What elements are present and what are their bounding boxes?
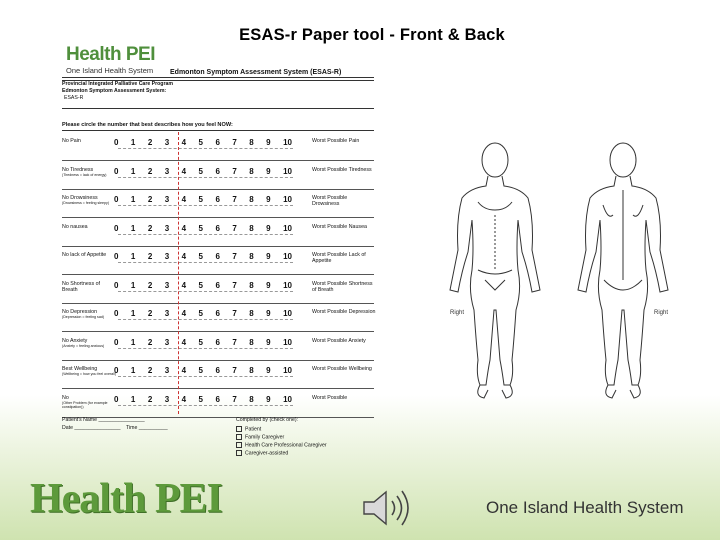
rating-number[interactable]: 1 [130, 280, 136, 290]
rating-number[interactable]: 6 [215, 280, 220, 290]
symptom-label [62, 167, 117, 177]
rating-number[interactable]: 5 [198, 309, 203, 318]
rating-number[interactable]: 4 [181, 138, 187, 147]
symptom-row [62, 161, 374, 190]
rating-number[interactable]: 3 [164, 280, 170, 290]
rating-number[interactable]: 6 [215, 223, 220, 233]
worst-label: Worst Possible [312, 394, 348, 401]
symptom-name: No Anxiety [62, 337, 88, 344]
rating-number[interactable]: 8 [249, 166, 254, 176]
rating-number[interactable]: 0 [114, 337, 119, 347]
rating-number[interactable]: 3 [164, 166, 170, 176]
rating-number[interactable]: 2 [147, 394, 153, 404]
date-label: Date ________________ [62, 425, 121, 431]
rating-number[interactable]: 7 [232, 138, 237, 147]
rating-number[interactable]: 7 [232, 195, 237, 204]
rating-number[interactable]: 0 [114, 280, 119, 290]
speaker-icon[interactable] [360, 486, 420, 530]
back-body-icon [578, 143, 668, 398]
checkbox-icon [236, 442, 242, 448]
symptom-name: No lack of Appetite [62, 252, 107, 258]
symptom-label [62, 224, 117, 230]
worst-label: Worst Possible Shortness of Breath [312, 280, 373, 293]
rating-number[interactable]: 10 [283, 337, 292, 347]
rating-number[interactable]: 6 [215, 394, 220, 404]
symptom-row [62, 218, 374, 247]
rating-number[interactable]: 5 [198, 366, 203, 375]
rating-number[interactable]: 8 [249, 223, 254, 233]
worst-label: Worst Possible Depression [312, 309, 376, 315]
rating-number[interactable]: 10 [283, 195, 292, 204]
health-pei-logo: Health PEI [30, 476, 222, 522]
rating-number[interactable]: 8 [249, 394, 254, 404]
instruction: Please circle the number that best describes how you feel NOW: [62, 122, 233, 128]
symptom-definition: (Other Problem (for example constipation)) [62, 400, 108, 409]
symptom-row [62, 360, 374, 389]
symptom-name: No Tiredness [62, 166, 94, 173]
rating-number[interactable]: 2 [147, 366, 153, 375]
rating-number[interactable]: 1 [130, 252, 136, 261]
rating-scale [114, 309, 292, 319]
rating-number[interactable]: 3 [164, 309, 170, 318]
rating-number[interactable]: 0 [114, 166, 119, 176]
symptom-label [62, 252, 117, 258]
rating-number[interactable]: 10 [283, 223, 292, 233]
patient-name-field: Patient's Name ________________ [62, 417, 145, 423]
rating-number[interactable]: 6 [215, 337, 220, 347]
rating-number[interactable]: 10 [283, 280, 292, 290]
rating-number[interactable]: 6 [215, 166, 220, 176]
rating-number[interactable]: 5 [198, 280, 203, 290]
scale-line [118, 291, 293, 292]
symptom-label [62, 395, 117, 409]
rating-number[interactable]: 7 [232, 252, 237, 261]
rating-number[interactable]: 0 [114, 366, 119, 375]
symptom-row [62, 246, 374, 275]
rating-number[interactable]: 9 [266, 280, 271, 290]
symptom-label [62, 281, 117, 293]
front-body-icon [450, 143, 540, 398]
rating-number[interactable]: 9 [266, 223, 271, 233]
symptom-name: No Drowsiness [62, 195, 98, 201]
option-family: Family Caregiver [236, 434, 284, 441]
symptom-row [62, 389, 374, 418]
symptom-row [62, 275, 374, 304]
symptom-name: No Pain [62, 138, 81, 144]
rating-number[interactable]: 5 [198, 252, 203, 261]
rating-number[interactable]: 8 [249, 252, 254, 261]
rating-number[interactable]: 5 [198, 337, 203, 347]
rating-scale [114, 167, 292, 177]
rating-number[interactable]: 1 [130, 223, 136, 233]
divider [62, 130, 374, 131]
rating-number[interactable]: 2 [147, 166, 153, 176]
rating-number[interactable]: 2 [147, 138, 153, 147]
symptom-definition: (Drowsiness = feeling sleepy) [62, 201, 110, 206]
symptom-name: No Shortness of Breath [62, 280, 100, 293]
rating-number[interactable]: 3 [164, 195, 170, 204]
rating-number[interactable]: 5 [198, 195, 203, 204]
symptom-name: No Depression [62, 309, 98, 315]
rating-number[interactable]: 1 [130, 309, 136, 318]
symptom-row [62, 132, 374, 161]
symptom-label [62, 338, 117, 348]
symptom-row [62, 189, 374, 218]
body-diagram [440, 140, 680, 410]
scale-line [118, 205, 293, 206]
rating-number[interactable]: 3 [164, 223, 170, 233]
rating-number[interactable]: 7 [232, 223, 237, 233]
scale-line [118, 376, 293, 377]
rating-number[interactable]: 0 [114, 223, 119, 233]
scale-line [118, 234, 293, 235]
rating-number[interactable]: 1 [130, 166, 136, 176]
worst-label: Worst Possible Drowsiness [312, 195, 348, 208]
option-patient: Patient [236, 426, 261, 433]
rating-scale [114, 252, 292, 262]
rating-number[interactable]: 7 [232, 166, 237, 176]
date-field [62, 426, 168, 432]
rating-number[interactable]: 10 [283, 394, 292, 404]
rating-number[interactable]: 4 [181, 366, 187, 375]
rating-number[interactable]: 3 [164, 337, 170, 347]
checkbox-icon [236, 434, 242, 440]
front-right-label: Right [450, 310, 465, 316]
rating-number[interactable]: 8 [249, 337, 254, 347]
rating-number[interactable]: 0 [114, 138, 119, 147]
form-logo-subtitle: One Island Health System [66, 66, 154, 75]
rating-number[interactable]: 9 [266, 366, 271, 375]
slide-title: ESAS-r Paper tool - Front & Back [239, 26, 505, 44]
option-assisted: Caregiver-assisted [236, 450, 288, 457]
worst-label: Worst Possible Anxiety [312, 337, 366, 344]
rating-number[interactable]: 1 [130, 366, 136, 375]
worst-label: Worst Possible Lack of Appetite [312, 252, 366, 265]
rating-number[interactable]: 1 [130, 195, 136, 204]
rating-number[interactable]: 10 [283, 309, 292, 318]
time-label: Time __________ [126, 425, 168, 431]
scale-line [118, 177, 293, 178]
rating-number[interactable]: 4 [181, 280, 187, 290]
rating-number[interactable]: 10 [283, 166, 292, 176]
rating-number[interactable]: 4 [181, 223, 187, 233]
rating-scale [114, 338, 292, 348]
scale-line [118, 148, 293, 149]
rating-number[interactable]: 8 [249, 138, 254, 147]
rating-number[interactable]: 0 [114, 309, 119, 318]
rating-number[interactable]: 4 [181, 309, 187, 318]
rating-number[interactable]: 9 [266, 394, 271, 404]
rating-scale [114, 366, 292, 376]
completed-by-label: Completed by (check one): [236, 417, 298, 423]
scale-line [118, 319, 293, 320]
rating-scale [114, 224, 292, 234]
system-abbr: ESAS-R [64, 95, 84, 101]
rating-number[interactable]: 9 [266, 337, 271, 347]
rating-scale [114, 195, 292, 205]
rating-scale [114, 395, 292, 405]
rating-number[interactable]: 8 [249, 309, 254, 318]
rating-number[interactable]: 7 [232, 280, 237, 290]
rating-number[interactable]: 2 [147, 309, 153, 318]
divider [62, 108, 374, 109]
system-title: Edmonton Symptom Assessment System: [62, 88, 167, 94]
symptom-row [62, 332, 374, 361]
rating-number[interactable]: 7 [232, 337, 237, 347]
rating-number[interactable]: 5 [198, 394, 203, 404]
program-name: Provincial Integrated Palliative Care Program [62, 81, 173, 87]
symptom-definition: (Wellbeing = how you feel overall) [62, 372, 116, 377]
rating-number[interactable]: 4 [181, 166, 187, 176]
rating-number[interactable]: 5 [198, 138, 203, 147]
rating-number[interactable]: 8 [249, 280, 254, 290]
symptom-row [62, 303, 374, 332]
worst-label: Worst Possible Tiredness [312, 166, 372, 173]
rating-number[interactable]: 2 [147, 252, 153, 261]
esas-form [58, 40, 378, 465]
rating-number[interactable]: 7 [232, 394, 237, 404]
rating-number[interactable]: 6 [215, 138, 220, 147]
symptom-label [62, 309, 117, 319]
scale-line [118, 348, 293, 349]
divider [62, 77, 374, 78]
rating-number[interactable]: 4 [181, 394, 187, 404]
scale-line [118, 405, 293, 406]
rating-number[interactable]: 10 [283, 366, 292, 375]
rating-number[interactable]: 4 [181, 252, 187, 261]
center-line [178, 132, 179, 414]
symptom-definition: (Depression = feeling sad) [62, 315, 105, 320]
rating-number[interactable]: 0 [114, 394, 119, 404]
rating-number[interactable]: 3 [164, 138, 170, 147]
body-outline-icon [440, 140, 680, 410]
form-heading: Edmonton Symptom Assessment System (ESAS-R) [170, 69, 342, 76]
worst-label: Worst Possible Nausea [312, 223, 367, 230]
rating-number[interactable]: 4 [181, 337, 187, 347]
rating-number[interactable]: 7 [232, 309, 237, 318]
rating-number[interactable]: 1 [130, 138, 136, 147]
rating-number[interactable]: 9 [266, 195, 271, 204]
rating-number[interactable]: 3 [164, 394, 170, 404]
rating-number[interactable]: 9 [266, 166, 271, 176]
rating-number[interactable]: 2 [147, 223, 153, 233]
rating-number[interactable]: 0 [114, 252, 119, 261]
worst-label: Worst Possible Pain [312, 138, 360, 144]
symptom-name: No nausea [62, 223, 88, 230]
symptom-name: Best Wellbeing [62, 366, 98, 372]
rating-number[interactable]: 3 [164, 366, 170, 375]
scale-line [118, 262, 293, 263]
rating-number[interactable]: 6 [215, 252, 220, 261]
rating-number[interactable]: 9 [266, 252, 271, 261]
rating-number[interactable]: 0 [114, 195, 119, 204]
rating-number[interactable]: 1 [130, 337, 136, 347]
rating-number[interactable]: 2 [147, 280, 153, 290]
rating-number[interactable]: 5 [198, 223, 203, 233]
form-logo: Health PEI [66, 44, 155, 65]
rating-number[interactable]: 6 [215, 195, 220, 204]
checkbox-icon [236, 450, 242, 456]
symptom-definition: (Tiredness = lack of energy) [62, 172, 107, 177]
rating-number[interactable]: 6 [215, 309, 220, 318]
symptom-label [62, 138, 117, 144]
rating-number[interactable]: 4 [181, 195, 187, 204]
symptom-label [62, 195, 117, 205]
rating-number[interactable]: 5 [198, 166, 203, 176]
rating-number[interactable]: 9 [266, 138, 271, 147]
rating-number[interactable]: 10 [283, 252, 292, 261]
symptom-name: No [62, 394, 69, 401]
symptom-definition: (Anxiety = feeling anxious) [62, 343, 105, 348]
rating-number[interactable]: 10 [283, 138, 292, 147]
rating-number[interactable]: 6 [215, 366, 220, 375]
option-professional: Health Care Professional Caregiver [236, 442, 327, 449]
rating-number[interactable]: 8 [249, 366, 254, 375]
rating-number[interactable]: 2 [147, 337, 153, 347]
footer-tagline: One Island Health System [486, 498, 684, 517]
checkbox-icon [236, 426, 242, 432]
rating-scale [114, 281, 292, 291]
worst-label: Worst Possible Wellbeing [312, 366, 372, 372]
rating-number[interactable]: 2 [147, 195, 153, 204]
rating-number[interactable]: 8 [249, 195, 254, 204]
back-right-label: Right [654, 310, 669, 316]
rating-number[interactable]: 7 [232, 366, 237, 375]
rating-number[interactable]: 1 [130, 394, 136, 404]
rating-number[interactable]: 9 [266, 309, 271, 318]
rating-scale [114, 138, 292, 148]
rating-number[interactable]: 3 [164, 252, 170, 261]
symptom-label [62, 366, 117, 376]
